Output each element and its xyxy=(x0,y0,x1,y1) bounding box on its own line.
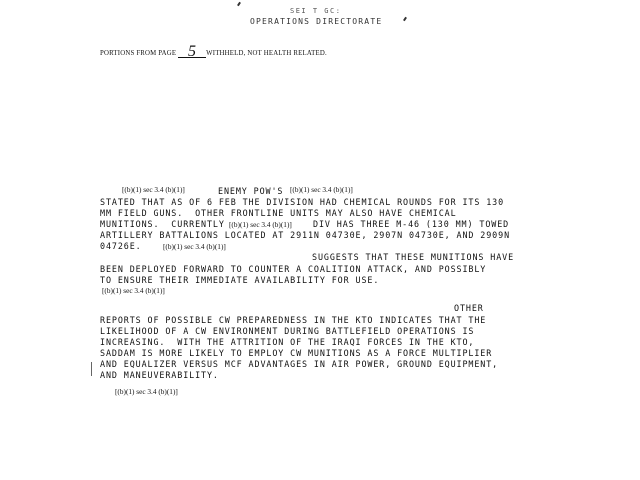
scan-mark xyxy=(237,2,241,6)
directorate-header: OPERATIONS DIRECTORATE xyxy=(250,17,383,26)
withheld-page-number: 5 xyxy=(178,47,206,58)
withheld-notice xyxy=(100,43,327,60)
para3-line: AND EQUALIZER VERSUS MCF ADVANTAGES IN AIR POWER, GROUND EQUIPMENT, xyxy=(100,359,499,369)
redaction-marker: [(b)(1) sec 3.4 (b)(1)] xyxy=(115,387,178,396)
redaction-marker: [(b)(1) sec 3.4 (b)(1)] xyxy=(102,286,165,295)
redaction-marker: [(b)(1) sec 3.4 (b)(1)] xyxy=(229,220,292,229)
para3-line: REPORTS OF POSSIBLE CW PREPAREDNESS IN THE KTO INDICATES THAT THE xyxy=(100,315,487,325)
redaction-marker: [(b)(1) sec 3.4 (b)(1)] xyxy=(163,242,226,251)
para2-line: TO ENSURE THEIR IMMEDIATE AVAILABILITY FOR USE. xyxy=(100,275,380,285)
para1-line: 04726E. xyxy=(100,241,142,251)
para3-line: LIKELIHOOD OF A CW ENVIRONMENT DURING BATTLEFIELD OPERATIONS IS xyxy=(100,326,475,336)
scan-mark xyxy=(403,17,407,21)
para2-line: SUGGESTS THAT THESE MUNITIONS HAVE xyxy=(312,252,515,262)
withheld-prefix: PORTIONS FROM PAGE xyxy=(100,50,177,57)
classification-header: SEI T GC: xyxy=(290,7,342,15)
para3-line: AND MANEUVERABILITY. xyxy=(100,370,219,380)
para3-line: INCREASING. WITH THE ATTRITION OF THE IRAQI FORCES IN THE KTO, xyxy=(100,337,475,347)
para1-line: ARTILLERY BATTALIONS LOCATED AT 2911N 04730E, 2907N 04730E, AND 2909N xyxy=(100,230,511,240)
para1-line: MM FIELD GUNS. OTHER FRONTLINE UNITS MAY ALSO HAVE CHEMICAL xyxy=(100,208,457,218)
para1-line: STATED THAT AS OF 6 FEB THE DIVISION HAD CHEMICAL ROUNDS FOR ITS 130 xyxy=(100,197,505,207)
para1-line: DIV HAS THREE M-46 (130 MM) TOWED xyxy=(313,219,510,229)
redaction-marker: [(b)(1) sec 3.4 (b)(1)] xyxy=(122,185,185,194)
redaction-marker: [(b)(1) sec 3.4 (b)(1)] xyxy=(290,185,353,194)
para2-line: BEEN DEPLOYED FORWARD TO COUNTER A COALITION ATTACK, AND POSSIBLY xyxy=(100,264,487,274)
para1-text: ENEMY POW'S xyxy=(218,186,284,196)
withheld-suffix: WITHHELD, NOT HEALTH RELATED. xyxy=(206,50,327,57)
para3-line: SADDAM IS MORE LIKELY TO EMPLOY CW MUNITIONS AS A FORCE MULTIPLIER xyxy=(100,348,493,358)
para1-line: MUNITIONS. CURRENTLY xyxy=(100,219,225,229)
para3-line: OTHER xyxy=(454,303,484,313)
margin-mark xyxy=(91,362,92,376)
